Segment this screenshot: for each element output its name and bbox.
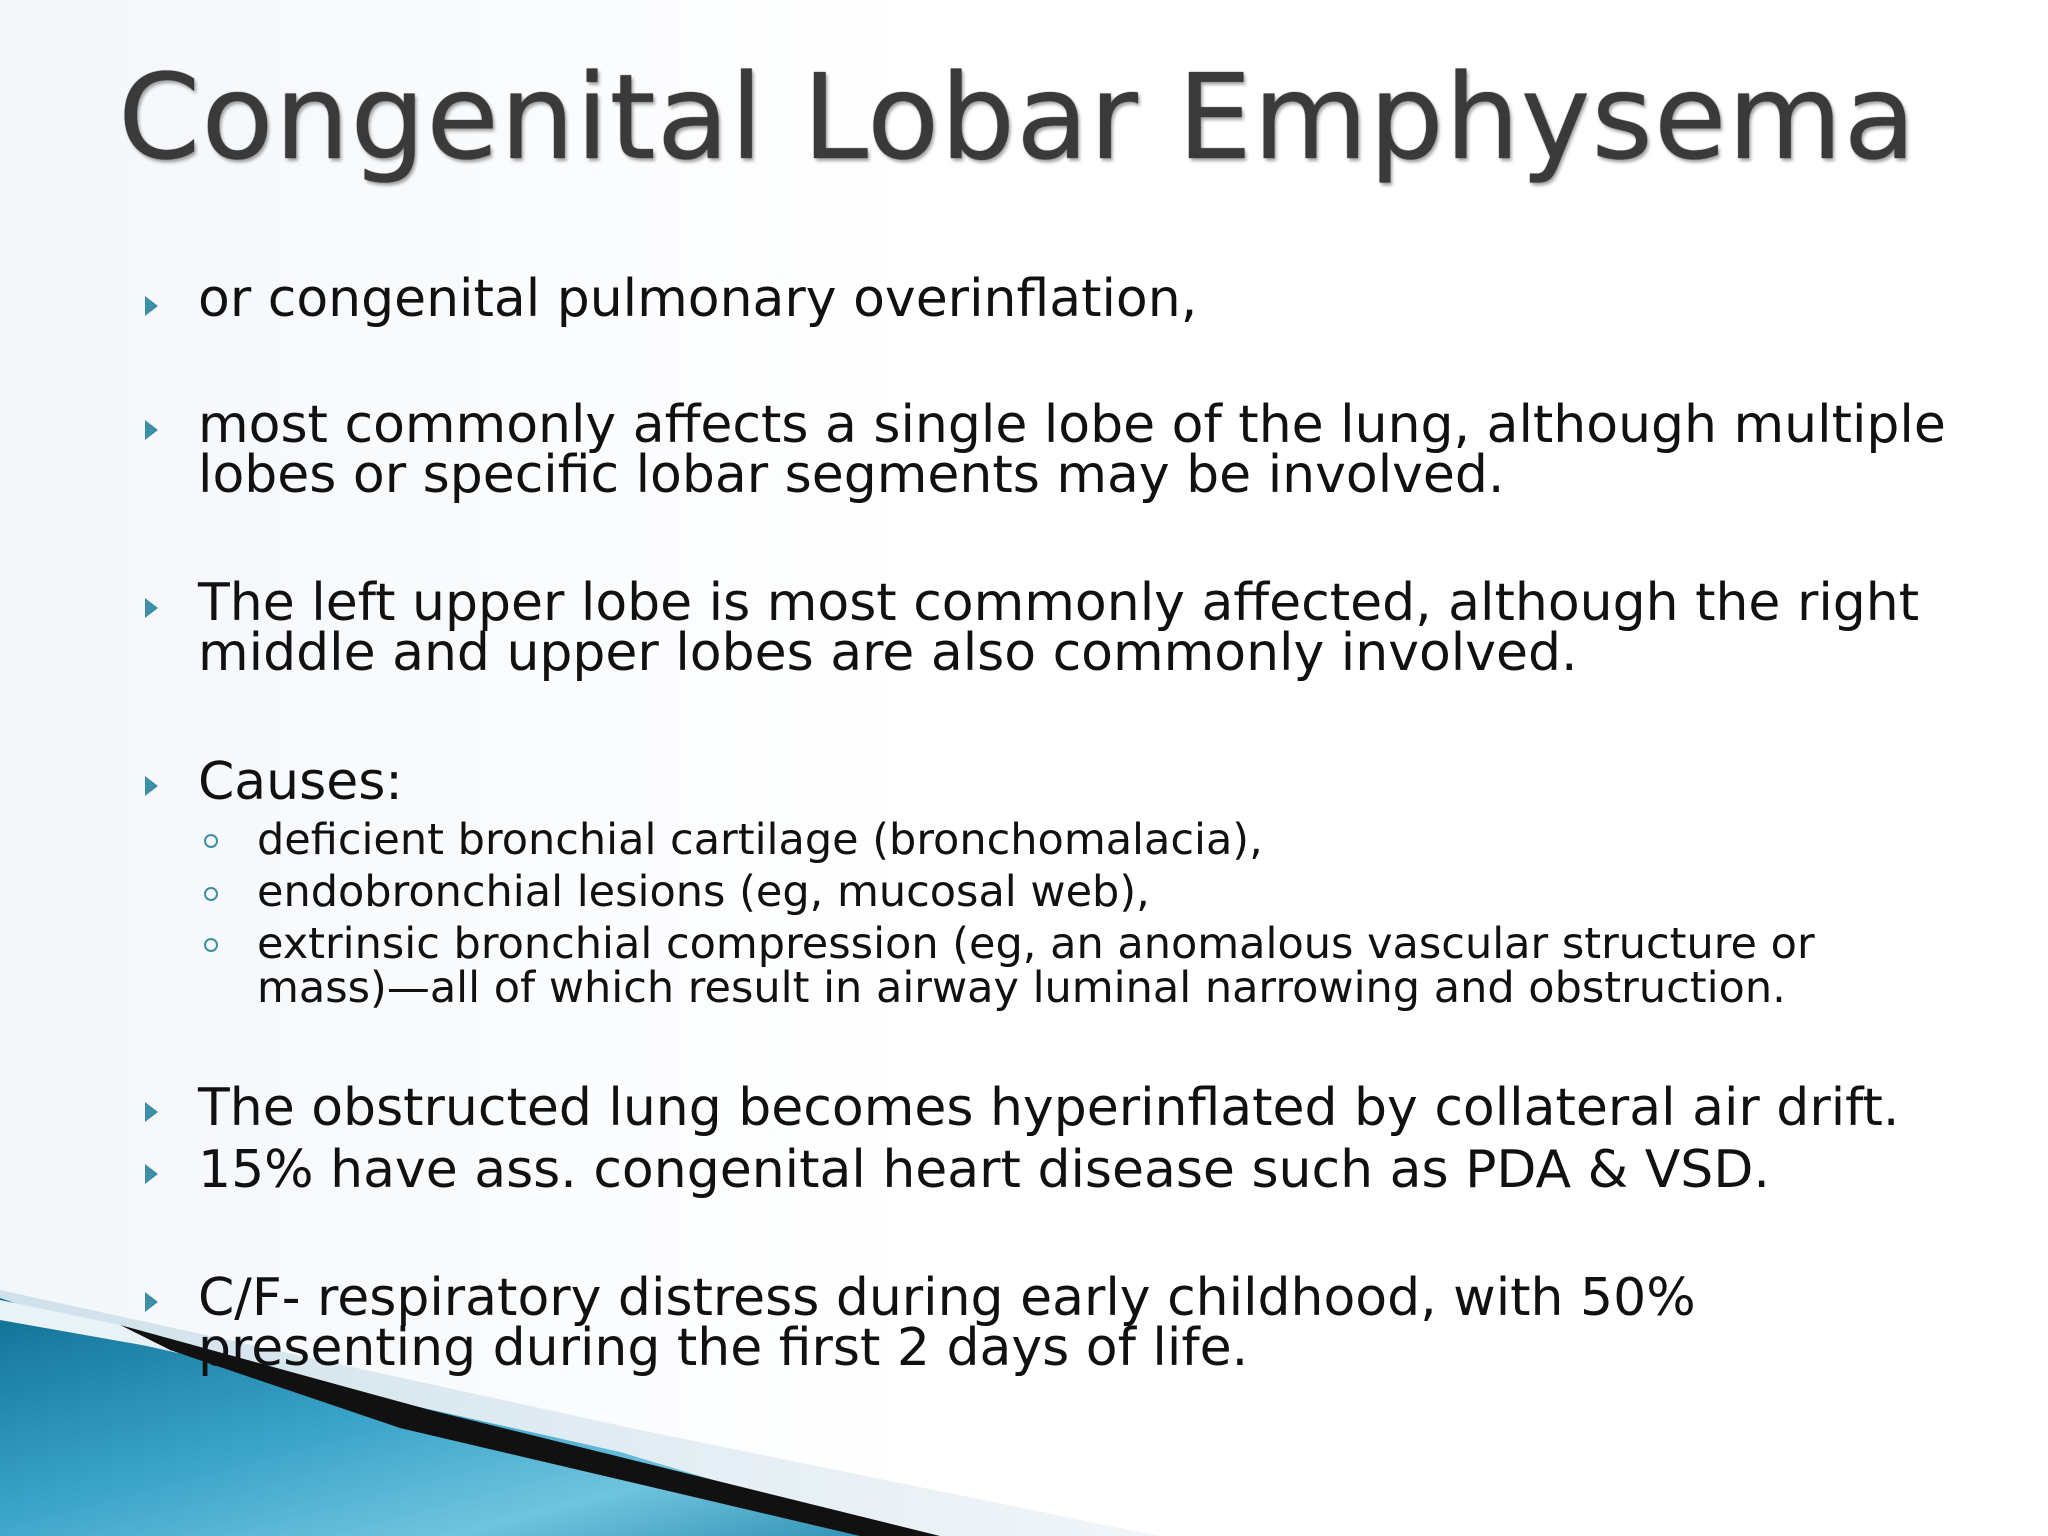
bullet-line: most commonly affects a single lobe of the lung, although multiple bbox=[198, 395, 1946, 455]
bullet-text bbox=[198, 1268, 1696, 1378]
bullet-text bbox=[198, 573, 1920, 683]
cause-text bbox=[257, 815, 1263, 865]
bullet-line: presenting during the first 2 days of life. bbox=[198, 1318, 1249, 1378]
bullet-line: C/F- respiratory distress during early childhood, with 50% bbox=[198, 1268, 1696, 1328]
triangle-bullet-icon bbox=[145, 420, 158, 440]
cause-line: deficient bronchial cartilage (bronchomalacia), bbox=[257, 815, 1263, 865]
bullet-line: lobes or specific lobar segments may be involved. bbox=[198, 445, 1505, 505]
cause-line: mass)—all of which result in airway luminal narrowing and obstruction. bbox=[257, 963, 1786, 1013]
triangle-bullet-icon bbox=[145, 776, 158, 796]
circle-bullet-icon bbox=[204, 887, 218, 901]
cause-text bbox=[257, 867, 1150, 917]
bullet-text bbox=[198, 1078, 1900, 1138]
bullet-text bbox=[198, 395, 1946, 505]
triangle-bullet-icon bbox=[145, 1164, 158, 1184]
circle-bullet-icon bbox=[204, 938, 218, 952]
cause-text bbox=[257, 919, 1815, 1013]
triangle-bullet-icon bbox=[145, 296, 158, 316]
triangle-bullet-icon bbox=[145, 1102, 158, 1122]
bullet-text bbox=[198, 752, 403, 812]
cause-line: endobronchial lesions (eg, mucosal web), bbox=[257, 867, 1150, 917]
circle-bullet-icon bbox=[204, 834, 218, 848]
bullet-line: middle and upper lobes are also commonly involved. bbox=[198, 623, 1578, 683]
slide-title: Congenital Lobar Emphysema bbox=[118, 48, 1917, 186]
triangle-bullet-icon bbox=[145, 598, 158, 618]
bullet-line: or congenital pulmonary overinflation, bbox=[198, 269, 1198, 329]
bullet-line: The left upper lobe is most commonly affected, although the right bbox=[198, 573, 1920, 633]
triangle-bullet-icon bbox=[145, 1292, 158, 1312]
bullet-line: Causes: bbox=[198, 752, 403, 812]
bullet-text bbox=[198, 269, 1198, 329]
bullet-text bbox=[198, 1140, 1770, 1200]
bullet-line: 15% have ass. congenital heart disease such as PDA & VSD. bbox=[198, 1140, 1770, 1200]
cause-line: extrinsic bronchial compression (eg, an anomalous vascular structure or bbox=[257, 919, 1815, 969]
bullet-line: The obstructed lung becomes hyperinflated by collateral air drift. bbox=[198, 1078, 1900, 1138]
